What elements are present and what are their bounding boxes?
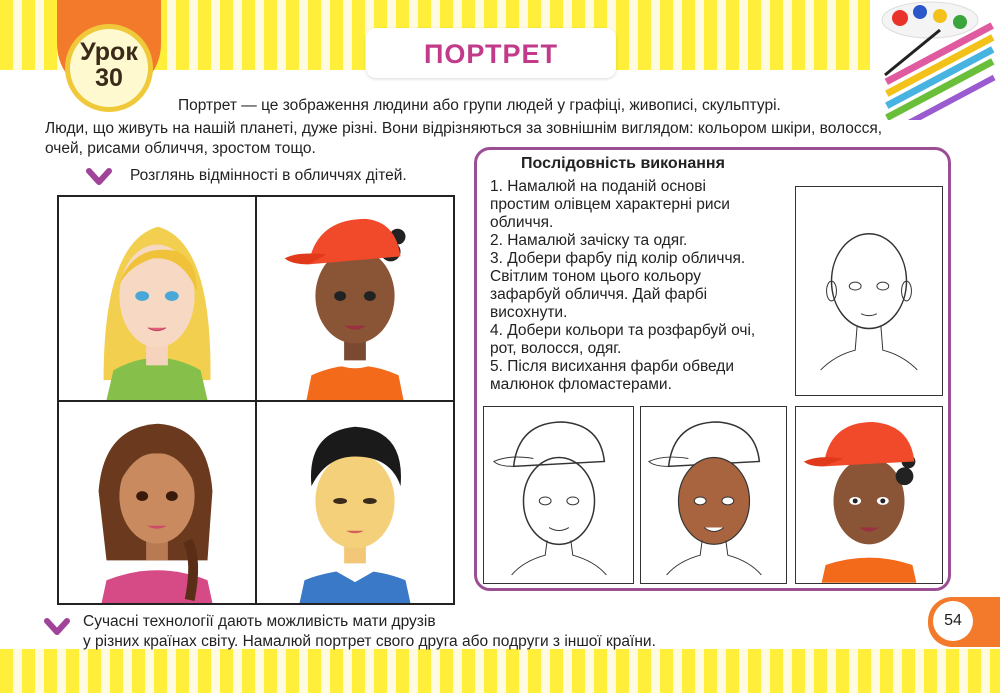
faces-grid <box>57 195 455 605</box>
bottom-task-line-1: Сучасні технології дають можливість мати друзів <box>83 613 436 630</box>
step-line: обличчя. <box>490 214 554 231</box>
step-line: 4. Добери кольори та розфарбуй очі, <box>490 322 756 339</box>
chevron-down-icon <box>44 617 70 637</box>
step-line: Світлим тоном цього кольору <box>490 268 701 285</box>
art-supplies-icon <box>870 0 1000 120</box>
step-line: зафарбуй обличчя. Дай фарбі <box>490 286 708 303</box>
face-braid-girl <box>58 401 256 604</box>
step-finished-portrait <box>795 406 943 584</box>
face-boy-black-hair <box>256 401 454 604</box>
step-line: малюнок фломастерами. <box>490 376 672 393</box>
faces-task-text: Розглянь відмінності в обличчях дітей. <box>130 167 407 184</box>
lesson-number: 30 <box>95 64 123 92</box>
face-blonde-girl <box>58 196 256 401</box>
step-line: рот, волосся, одяг. <box>490 340 622 357</box>
step-line: 1. Намалюй на поданій основі <box>490 178 706 195</box>
intro-line-2: очей, рисами обличчя, зростом тощо. <box>45 140 316 157</box>
lesson-word: Урок <box>80 38 138 66</box>
step-line: 5. Після висихання фарби обведи <box>490 358 735 375</box>
page-number: 54 <box>933 601 973 641</box>
step-line: висохнути. <box>490 304 568 321</box>
step-line: 3. Добери фарбу під колір обличчя. <box>490 250 746 267</box>
chevron-down-icon <box>86 167 112 187</box>
lesson-badge <box>65 24 153 112</box>
bottom-task-line-2: у різних країнах світу. Намалюй портрет свого друга або подруги з іншої країни. <box>83 633 656 650</box>
step-painted-face <box>640 406 787 584</box>
step-line: 2. Намалюй зачіску та одяг. <box>490 232 688 249</box>
page-title: ПОРТРЕТ <box>366 28 616 78</box>
intro-line-1: Люди, що живуть на нашій планеті, дуже різні. Вони відрізняються за зовнішнім виглядом: кольором шкіри, волосся, <box>45 120 883 137</box>
steps-title: Послідовність виконання <box>521 155 725 172</box>
step-sketch <box>483 406 634 584</box>
face-boy-cap <box>256 196 454 401</box>
bottom-stripes <box>0 649 1000 693</box>
portrait-definition: Портрет — це зображення людини або групи людей у графіці, живописі, скульптурі. <box>178 97 781 114</box>
step-base-face-outline <box>795 186 943 396</box>
step-line: простим олівцем характерні риси <box>490 196 730 213</box>
